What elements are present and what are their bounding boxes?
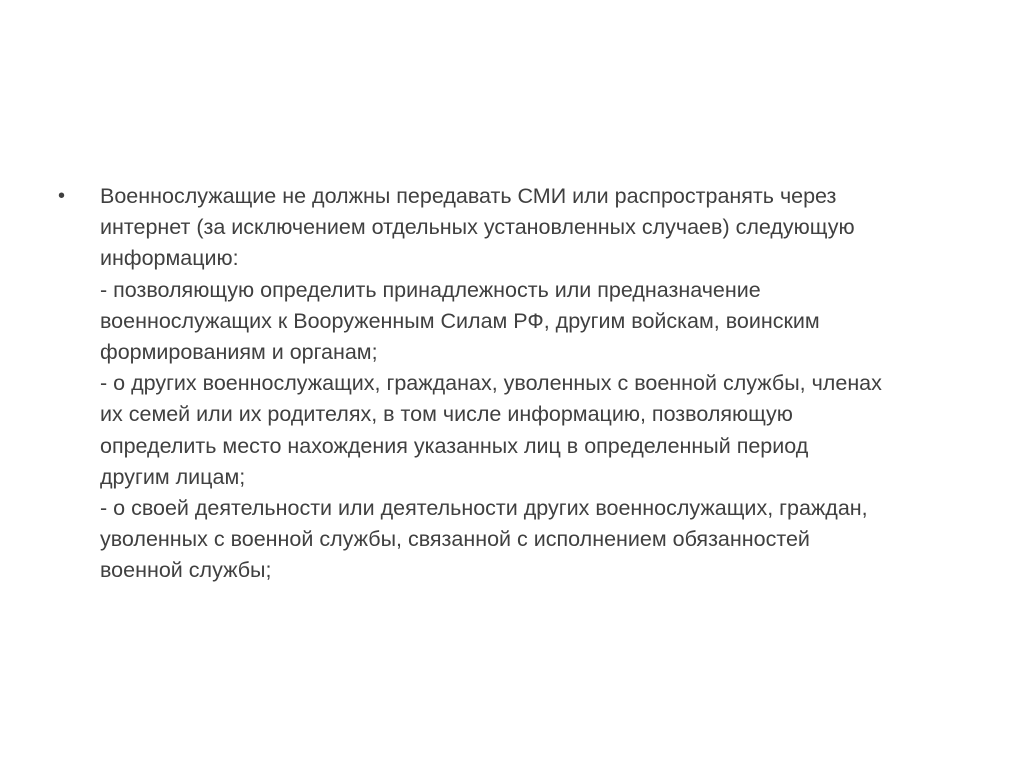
text-line: - о своей деятельности или деятельности других военнослужащих, граждан,	[100, 496, 868, 521]
text-line: военнослужащих к Вооруженным Силам РФ, другим войскам, воинским	[100, 308, 820, 333]
text-line: информацию:	[100, 246, 239, 271]
text-line: - позволяющую определить принадлежность или предназначение	[100, 277, 761, 302]
bullet-icon: •	[58, 185, 66, 207]
text-line: другим лицам;	[100, 464, 246, 489]
text-line: формированиям и органам;	[100, 340, 378, 365]
text-line: интернет (за исключением отдельных установленных случаев) следующую	[100, 215, 855, 240]
text-line: Военнослужащие не должны передавать СМИ или распространять через	[100, 184, 837, 208]
text-line: - о других военнослужащих, гражданах, уволенных с военной службы, членах	[100, 371, 882, 396]
slide-content	[58, 181, 958, 587]
bullet-item	[58, 181, 958, 587]
text-line: уволенных с военной службы, связанной с исполнением обязанностей	[100, 527, 810, 552]
text-line: военной службы;	[100, 558, 272, 583]
bullet-text	[100, 181, 958, 587]
text-line: определить место нахождения указанных лиц в определенный период	[100, 433, 809, 458]
text-line: их семей или их родителях, в том числе информацию, позволяющую	[100, 402, 793, 427]
